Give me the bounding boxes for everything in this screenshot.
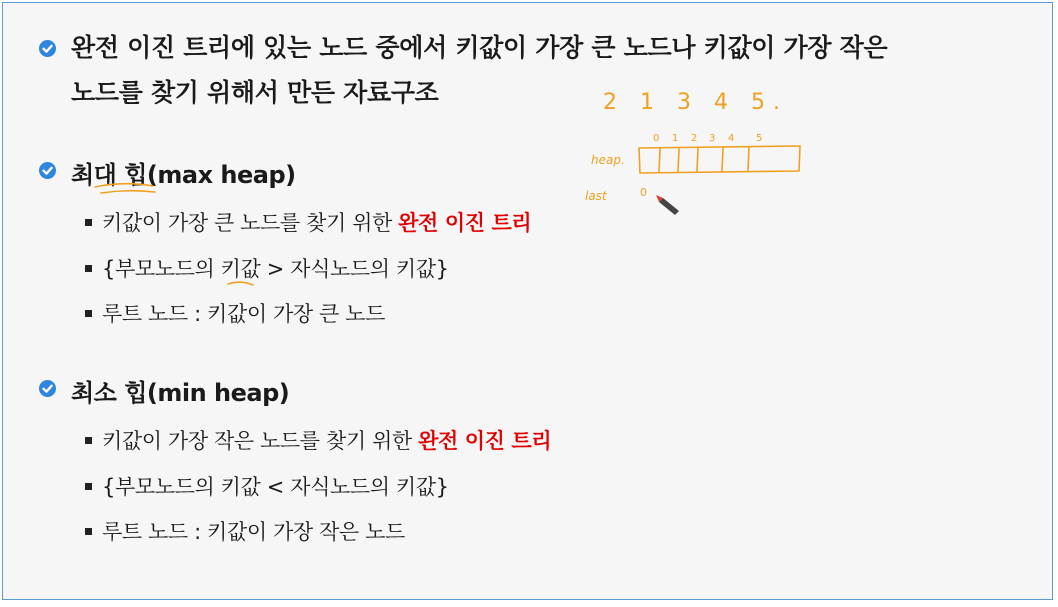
square-bullet-icon [85,528,92,535]
max-heap-bullet-1 [85,207,531,237]
annotation-heap-label: heap. [591,153,625,167]
check-circle-icon [39,40,56,57]
max-heap-bullet-3 [85,298,385,328]
intro-line-1: 완전 이진 트리에 있는 노드 중에서 키값이 가장 큰 노드나 키값이 가장 작은 [71,33,888,62]
min-heap-highlight: 완전 이진 트리 [418,429,552,453]
min-heap-bullet-3-text: 루트 노드 : 키값이 가장 작은 노드 [102,520,405,544]
annotation-index: 1 [672,133,679,144]
underline-mark [101,191,155,193]
min-heap-bullet-2 [85,471,449,501]
max-heap-bullet-1-text: 키값이 가장 큰 노드를 찾기 위한 [102,211,399,235]
annotation-index: 3 [709,133,716,144]
min-heap-title: 최소 힙(min heap) [71,379,290,407]
annotation-index: 5 [756,133,763,144]
min-heap-bullet-3 [85,516,405,546]
annotation-sequence: 2 1 3 4 5. [603,90,788,115]
max-heap-highlight: 완전 이진 트리 [398,211,532,235]
heap-array-divider [697,148,698,172]
square-bullet-icon [85,310,92,317]
max-heap-bullet-3-text: 루트 노드 : 키값이 가장 큰 노드 [102,302,385,326]
min-heap-bullet-2-text: {부모노드의 키값 < 자식노드의 키값} [102,475,449,499]
min-heap-bullet-1 [85,425,551,455]
max-heap-title: 최대 힙(max heap) [71,161,296,189]
annotation-index: 2 [691,133,698,144]
annotation-index: 4 [728,133,735,144]
max-heap-bullet-2-text: {부모노드의 키값 > 자식노드의 키값} [102,257,449,281]
square-bullet-icon [85,483,92,490]
slide [2,2,1053,600]
square-bullet-icon [85,219,92,226]
max-heap-bullet-2 [85,253,449,283]
check-circle-icon [39,162,56,179]
heap-array-divider [659,149,660,172]
check-circle-icon [39,380,56,397]
pen-cursor-icon [656,195,679,215]
intro-line-2: 노드를 찾기 위해서 만든 자료구조 [71,78,439,107]
annotation-index: 0 [653,133,660,144]
square-bullet-icon [85,265,92,272]
heap-array-box [639,146,800,173]
annotation-last-value: 0 [640,186,647,199]
square-bullet-icon [85,437,92,444]
heap-array-divider [722,148,723,171]
heap-array-divider [678,149,679,172]
annotation-last-label: last [585,189,607,203]
heap-array-divider [748,147,749,171]
min-heap-bullet-1-text: 키값이 가장 작은 노드를 찾기 위한 [102,429,419,453]
